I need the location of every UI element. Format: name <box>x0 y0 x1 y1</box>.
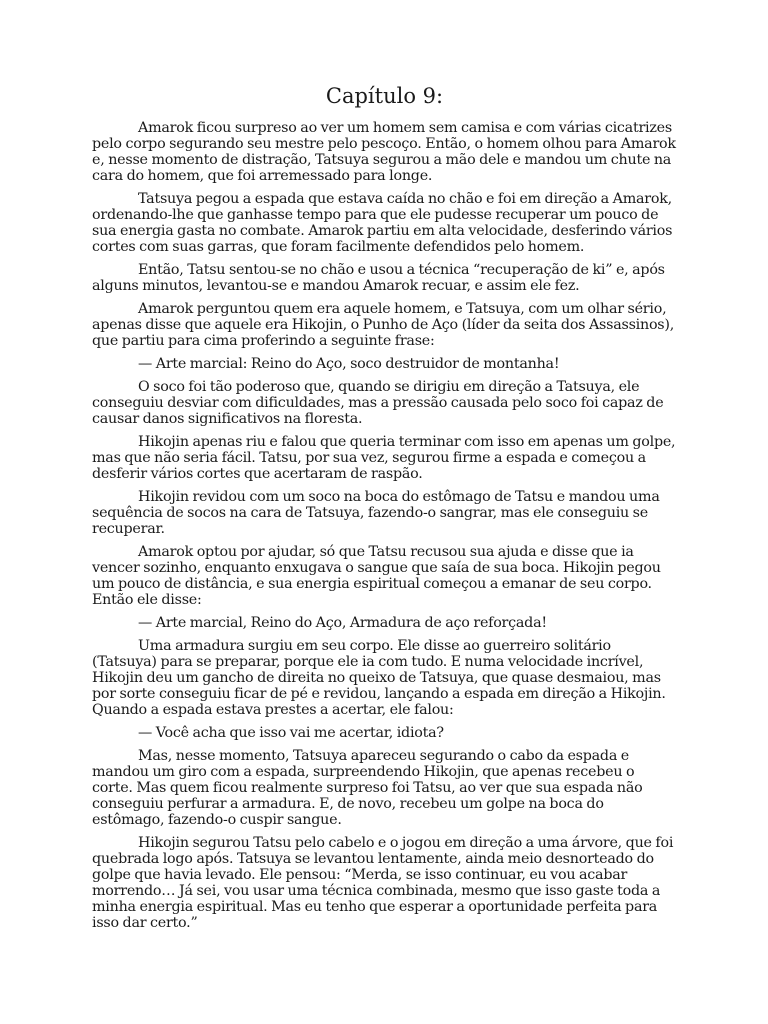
paragraph-13: Mas, nesse momento, Tatsuya apareceu segurando o cabo da espada e mandou um giro com a espada, surpreendendo Hikojin, que apenas recebeu o corte. Mas quem ficou realmente surpreso foi Tatsu, ao ver que sua espada não conseguiu perfurar a armadura. E, de novo, recebeu um golpe na boca do estômago, fazendo-o cuspir sangue. <box>92 748 643 828</box>
paragraph-8: Hikojin revidou com um soco na boca do estômago de Tatsu e mandou uma sequência de socos na cara de Tatsuya, fazendo-o sangrar, mas ele conseguiu se recuperar. <box>92 489 660 537</box>
paragraph-6: O soco foi tão poderoso que, quando se dirigiu em direção a Tatsuya, ele conseguiu desviar com dificuldades, mas a pressão causada pelo soco foi capaz de causar danos significativos na floresta. <box>92 379 664 427</box>
paragraph-14: Hikojin segurou Tatsu pelo cabelo e o jogou em direção a uma árvore, que foi quebrada logo após. Tatsuya se levantou lentamente, ainda meio desnorteado do golpe que havia levado. Ele pensou: “Merda, se isso continuar, eu vou acabar morrendo… Já sei, vou usar uma técnica combinada, mesmo que isso gaste toda a minha energia espiritual. Mas eu tenho que esperar a oportunidade perfeita para isso dar certo.” <box>92 835 674 931</box>
paragraph-11: Uma armadura surgiu em seu corpo. Ele disse ao guerreiro solitário (Tatsuya) para se preparar, porque ele ia com tudo. E numa velocidade incrível, Hikojin deu um gancho de direita no queixo de Tatsuya, que quase desmaiou, mas por sorte conseguiu ficar de pé e revidou, lançando a espada em direção a Hikojin. Quando a espada estava prestes a acertar, ele falou: <box>92 638 666 718</box>
chapter-title: Capítulo 9: <box>325 84 444 108</box>
document-page <box>92 82 677 938</box>
paragraph-4: Amarok perguntou quem era aquele homem, e Tatsuya, com um olhar sério, apenas disse que aquele era Hikojin, o Punho de Aço (líder da seita dos Assassinos), que partiu para cima proferindo a seguinte frase: <box>92 301 675 349</box>
paragraph-1: Amarok ficou surpreso ao ver um homem sem camisa e com várias cicatrizes pelo corpo segurando seu mestre pelo pescoço. Então, o homem olhou para Amarok e, nesse momento de distração, Tatsuya segurou a mão dele e mandou um chute na cara do homem, que foi arremessado para longe. <box>92 120 676 184</box>
paragraph-9: Amarok optou por ajudar, só que Tatsu recusou sua ajuda e disse que ia vencer sozinho, enquanto enxugava o sangue que saía de sua boca. Hikojin pegou um pouco de distância, e sua energia espiritual começou a emanar de seu corpo. Então ele disse: <box>92 544 661 608</box>
dialogue-line-3: — Você acha que isso vai me acertar, idiota? <box>138 725 444 741</box>
paragraph-3: Então, Tatsu sentou-se no chão e usou a técnica “recuperação de ki” e, após alguns minutos, levantou-se e mandou Amarok recuar, e assim ele fez. <box>92 262 665 294</box>
dialogue-line-1: — Arte marcial: Reino do Aço, soco destruidor de montanha! <box>138 356 560 372</box>
paragraph-2: Tatsuya pegou a espada que estava caída no chão e foi em direção a Amarok, ordenando-lhe que ganhasse tempo para que ele pudesse recuperar um pouco de sua energia gasta no combate. Amarok partiu em alta velocidade, desferindo vários cortes com suas garras, que foram facilmente defendidos pelo homem. <box>92 191 673 255</box>
paragraph-7: Hikojin apenas riu e falou que queria terminar com isso em apenas um golpe, mas que não seria fácil. Tatsu, por sua vez, segurou firme a espada e começou a desferir vários cortes que acertaram de raspão. <box>92 434 676 482</box>
dialogue-line-2: — Arte marcial, Reino do Aço, Armadura de aço reforçada! <box>138 615 547 631</box>
